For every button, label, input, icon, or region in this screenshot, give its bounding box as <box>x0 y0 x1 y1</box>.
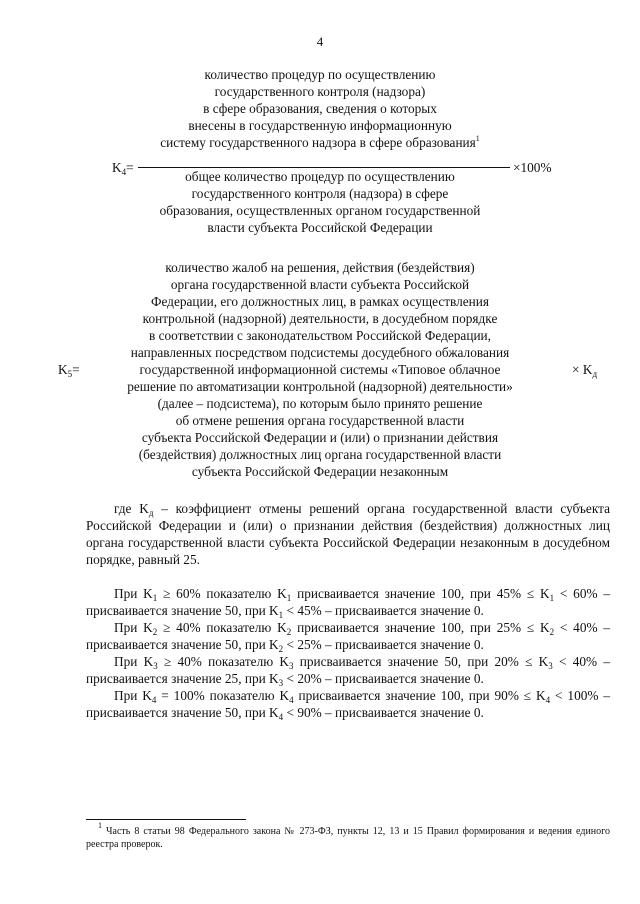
subscript: 4 <box>151 695 157 705</box>
subscript: д <box>148 508 154 518</box>
text-run: – коэффициент отмены решений органа государственной власти субъекта Российской Федерации и (или) о признании действия (бездействия) должностных лиц органа государственной власти субъекта Российской Федерации незаконным в досудебном порядке, равный 25. <box>86 501 610 567</box>
text-run: присваивается значение 100, при 90% ≤ K <box>293 688 546 703</box>
formula-line: решение по автоматизации контрольной (надзорной) деятельности» <box>127 379 513 394</box>
formula-line: внесены в государственную информационную <box>188 118 452 133</box>
page-number: 4 <box>316 34 324 49</box>
rule-k3 <box>86 653 610 687</box>
footnote-text <box>86 821 610 851</box>
subscript: 1 <box>152 593 158 603</box>
formula-line: образования, осуществленных органом государственной <box>159 203 481 218</box>
text-run: присваивается значение 50, при 20% ≤ K <box>293 654 549 669</box>
text-run: < 25% – присваивается значение 0. <box>283 637 484 652</box>
formula-line: в сфере образования, сведения о которых <box>203 101 437 116</box>
subscript: 4 <box>545 695 551 705</box>
formula-line: количество процедур по осуществлению <box>204 67 436 82</box>
subscript: 1 <box>286 593 292 603</box>
formula-line: контрольной (надзорной) деятельности, в досудебном порядке <box>142 311 498 326</box>
text-run: где K <box>114 501 149 516</box>
text-run: ≥ 60% показателю K <box>157 586 287 601</box>
multiplier-subscript: д <box>592 369 598 379</box>
text-run: = 100% показателю K <box>156 688 290 703</box>
formula-line: направленных посредством подсистемы досудебного обжалования <box>130 345 510 360</box>
formula-line: власти субъекта Российской Федерации <box>207 220 433 235</box>
text-run: присваивается значение 100, при 45% ≤ K <box>291 586 550 601</box>
subscript: 2 <box>278 644 284 654</box>
text-run: ≥ 40% показателю K <box>157 654 289 669</box>
formula-line: в соответствии с законодательством Российской Федерации, <box>149 328 491 343</box>
text-run: При K <box>114 586 153 601</box>
label-letter: K <box>58 362 68 377</box>
equals-sign: = <box>72 362 80 377</box>
formula-k5-numerator <box>0 259 640 480</box>
text-run: При K <box>114 654 154 669</box>
footnote-separator <box>86 819 246 820</box>
text-run: < 40% – присваивается значение 50, при K <box>86 620 610 652</box>
formula-line: общее количество процедур по осуществлению <box>185 169 455 184</box>
label-letter: K <box>112 160 122 175</box>
definition-text <box>86 500 610 568</box>
text-run: < 40% – присваивается значение 25, при K <box>86 654 611 686</box>
formula-line: государственной информационной системы «Типовое облачное <box>139 362 501 377</box>
formula-k4-numerator <box>0 66 640 151</box>
text-run: Часть 8 статьи 98 Федерального закона № 273-ФЗ, пункты 12, 13 и 15 Правил формирования и ведения единого реестра проверок. <box>86 826 610 850</box>
formula-line: субъекта Российской Федерации незаконным <box>191 464 449 479</box>
footnote-reference: 1 <box>475 134 480 143</box>
text-run: присваивается значение 100, при 25% ≤ K <box>291 620 550 635</box>
subscript: 2 <box>549 627 555 637</box>
subscript: 1 <box>549 593 555 603</box>
multiplier-text: × K <box>572 362 593 377</box>
rule-k4 <box>86 687 610 721</box>
formula-line: количество жалоб на решения, действия (бездействия) <box>165 260 475 275</box>
rule-k2 <box>86 619 610 653</box>
label-subscript: 4 <box>121 167 127 177</box>
subscript: 4 <box>278 712 284 722</box>
label-subscript: 5 <box>67 369 73 379</box>
formula-line: об отмене решения органа государственной власти <box>175 413 465 428</box>
subscript: 4 <box>289 695 294 705</box>
subscript: 1 <box>278 610 284 620</box>
formula-k4-multiplier: ×100% <box>513 160 552 175</box>
subscript: 3 <box>548 661 553 671</box>
subscript: 2 <box>286 627 292 637</box>
formula-line: (бездействия) должностных лиц органа государственной власти <box>138 447 502 462</box>
text-run: < 90% – присваивается значение 0. <box>283 705 484 720</box>
text-run: < 100% – присваивается значение 50, при K <box>86 688 610 720</box>
formula-line: органа государственной власти субъекта Российской <box>170 277 470 292</box>
subscript: 3 <box>289 661 294 671</box>
formula-k5-label <box>58 361 80 378</box>
equals-sign: = <box>126 160 134 175</box>
formula-k5-multiplier <box>572 361 597 378</box>
formula-line: государственного контроля (надзора) в сфере <box>191 186 449 201</box>
subscript: 3 <box>153 661 158 671</box>
text-run: При K <box>114 688 152 703</box>
formula-line-text: систему государственного надзора в сфере образования <box>160 135 476 150</box>
subscript: 2 <box>152 627 158 637</box>
text-run: < 45% – присваивается значение 0. <box>283 603 484 618</box>
text-run: < 60% – присваивается значение 50, при K <box>86 586 610 618</box>
text-run: При K <box>114 620 153 635</box>
rule-k1 <box>86 585 610 619</box>
formula-line: (далее – подсистема), по которым было принято решение <box>157 396 483 411</box>
definition-paragraph <box>86 500 610 568</box>
formula-k4-label <box>112 159 134 176</box>
footnote-mark: 1 <box>98 821 102 830</box>
subscript: 3 <box>278 678 284 688</box>
text-run: < 20% – присваивается значение 0. <box>283 671 484 686</box>
formula-k4-denominator <box>0 168 640 236</box>
formula-line: государственного контроля (надзора) <box>214 84 426 99</box>
formula-line: Федерации, его должностных лиц, в рамках осуществления <box>150 294 490 309</box>
formula-line <box>0 134 640 151</box>
rules-section <box>86 585 610 721</box>
text-run: ≥ 40% показателю K <box>157 620 287 635</box>
formula-line: субъекта Российской Федерации и (или) о признании действия <box>141 430 499 445</box>
footnote <box>86 821 610 851</box>
